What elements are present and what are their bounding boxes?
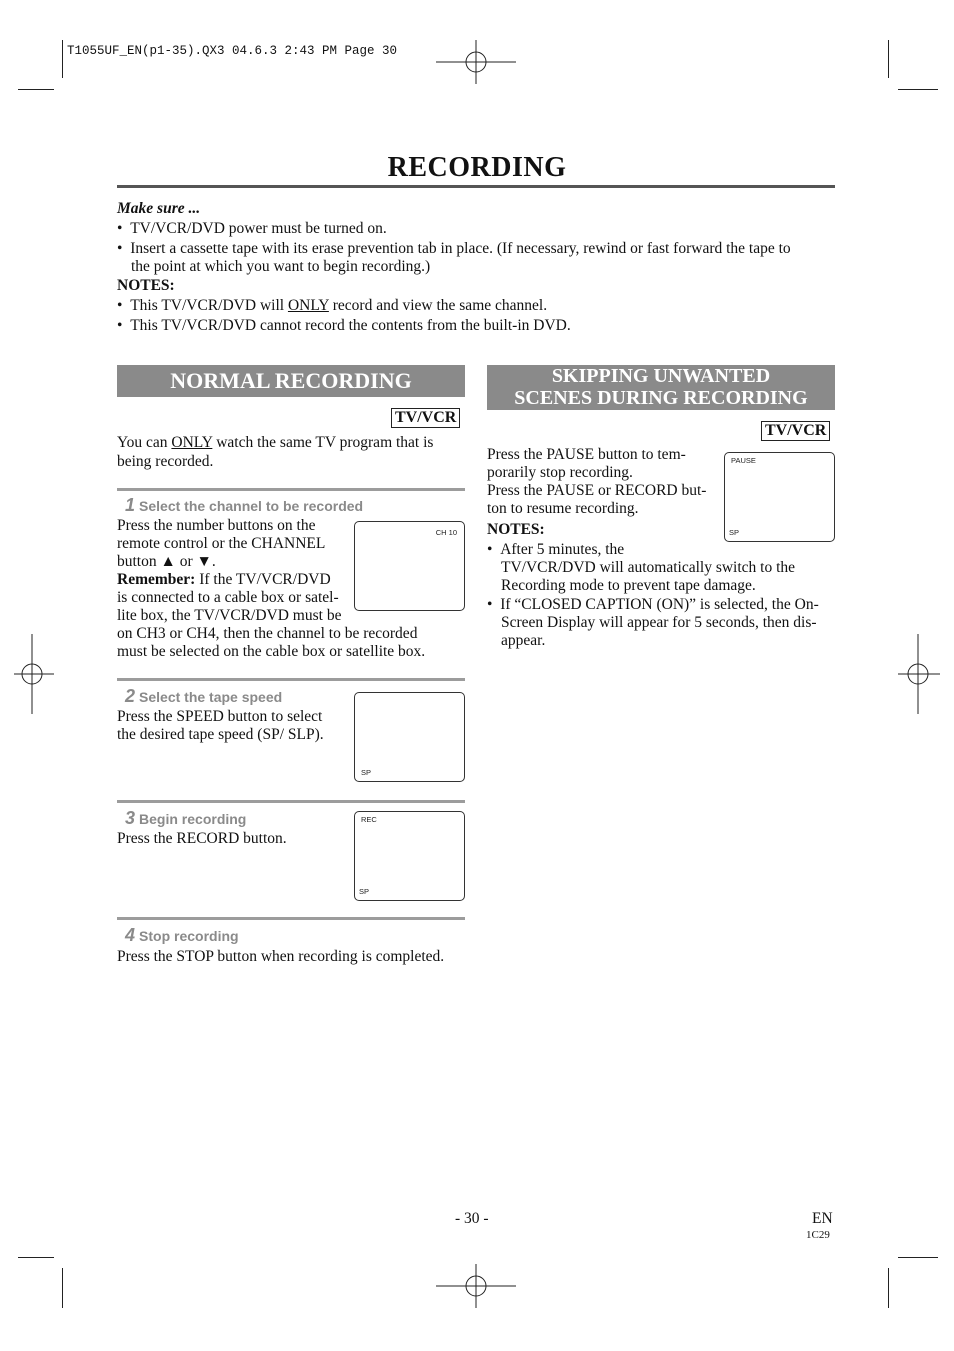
step-2-text: Press the SPEED button to select the desired tape speed (SP/ SLP).	[117, 708, 324, 743]
osd-screen-speed	[354, 692, 465, 782]
make-sure-item: • Insert a cassette tape with its erase prevention tab in place. (If necessary, rewind or fast forward the tape to	[117, 240, 791, 257]
normal-intro-2: being recorded.	[117, 453, 214, 470]
note-item: • This TV/VCR/DVD will ONLY record and view the same channel.	[117, 297, 548, 314]
doc-code: 1C29	[806, 1229, 830, 1241]
osd-screen-rec	[354, 811, 465, 901]
registration-mark-right	[898, 634, 940, 714]
skipping-note: • If “CLOSED CAPTION (ON)” is selected, the On- Screen Display will appear for 5 seconds, then dis- appear.	[487, 596, 819, 649]
registration-mark-top	[436, 40, 516, 84]
make-sure-item-cont: the point at which you want to begin recording.)	[131, 258, 431, 275]
normal-intro: You can ONLY watch the same TV program that is	[117, 434, 434, 451]
osd-speed-label: SP	[359, 887, 370, 896]
osd-pause-label: PAUSE	[731, 456, 756, 465]
language-code: EN	[812, 1210, 833, 1227]
step-2-heading: 2 Select the tape speed	[125, 686, 283, 706]
page-title: RECORDING	[387, 152, 567, 183]
osd-screen-pause	[724, 452, 835, 542]
section-heading-normal-recording: NORMAL RECORDING	[117, 365, 465, 397]
skipping-note: • After 5 minutes, the TV/VCR/DVD will automatically switch to the Recording mode to prevent tape damage.	[487, 541, 796, 594]
tv-vcr-badge: TV/VCR	[761, 421, 830, 441]
step-1-text: Press the number buttons on the remote control or the CHANNEL button ▲ or ▼. Remember: If the TV/VCR/DVD is connected to a cable box or satel- lite box, the TV/VCR/DVD must be on CH3 or CH4, then the channel to be recorded must be selected on the cable box or satellite box.	[117, 517, 426, 660]
step-divider	[117, 678, 465, 681]
file-header: T1055UF_EN(p1-35).QX3 04.6.3 2:43 PM Page 30	[67, 44, 398, 58]
section-heading-skipping: SKIPPING UNWANTED SCENES DURING RECORDING	[487, 365, 835, 410]
step-divider	[117, 800, 465, 803]
step-3-heading: 3 Begin recording	[125, 808, 247, 828]
osd-screen-channel	[354, 521, 465, 611]
registration-mark-bottom	[436, 1264, 516, 1308]
page-number: - 30 -	[455, 1210, 489, 1227]
osd-channel-label: CH 10	[435, 528, 457, 537]
make-sure-heading: Make sure ...	[117, 200, 201, 217]
skipping-notes-heading: NOTES:	[487, 521, 545, 538]
make-sure-item: • TV/VCR/DVD power must be turned on.	[117, 220, 387, 237]
step-3-text: Press the RECORD button.	[117, 830, 287, 847]
osd-speed-label: SP	[729, 528, 740, 537]
tv-vcr-badge: TV/VCR	[391, 408, 460, 428]
skipping-text: Press the PAUSE button to tem- porarily stop recording. Press the PAUSE or RECORD but- ton to resume recording.	[487, 446, 707, 517]
step-divider	[117, 917, 465, 920]
title-rule	[117, 185, 835, 188]
step-divider	[117, 488, 465, 491]
registration-mark-left	[14, 634, 54, 714]
osd-rec-label: REC	[361, 815, 377, 824]
osd-speed-label: SP	[361, 768, 372, 777]
notes-heading: NOTES:	[117, 277, 175, 294]
step-4-text: Press the STOP button when recording is completed.	[117, 948, 445, 965]
step-1-heading: 1 Select the channel to be recorded	[125, 495, 364, 515]
step-4-heading: 4 Stop recording	[125, 925, 239, 945]
note-item: • This TV/VCR/DVD cannot record the contents from the built-in DVD.	[117, 317, 571, 334]
